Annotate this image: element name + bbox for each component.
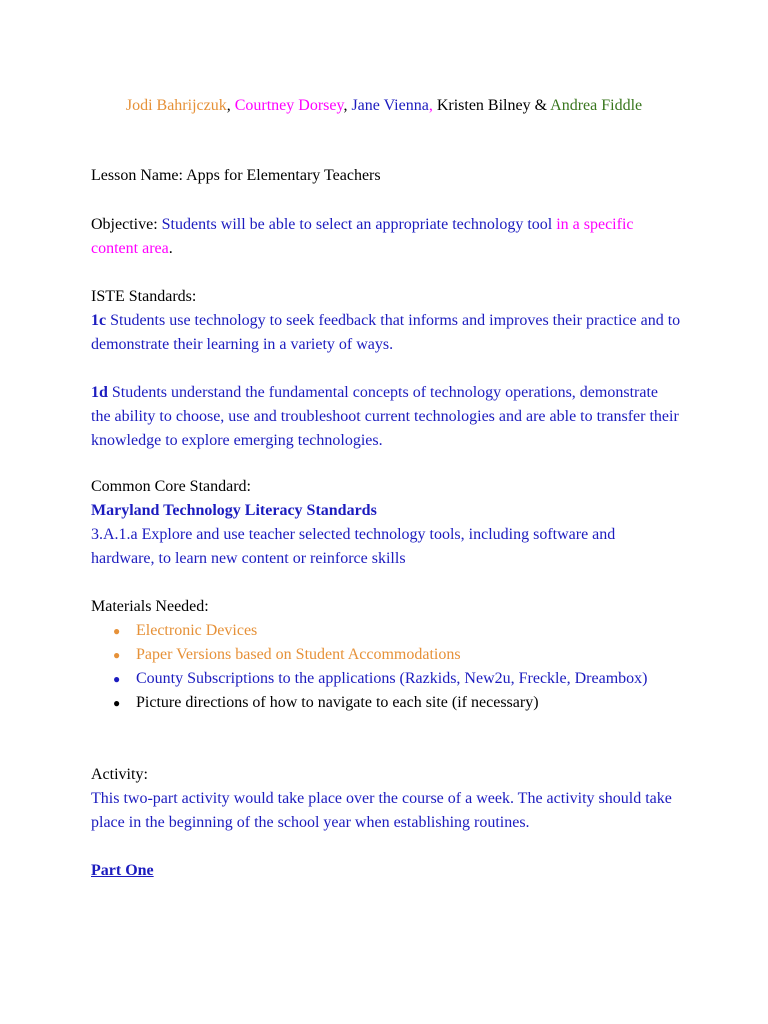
author-courtney: Courtney Dorsey [234,97,344,114]
spacer [91,357,681,381]
iste-standards [91,285,681,453]
bullet-icon: ● [113,672,121,686]
authors-line [120,94,648,118]
list-item-text: Electronic Devices [136,622,258,639]
objective-label: Objective: [91,216,162,233]
lesson-label: Lesson Name: [91,167,187,184]
author-jane: Jane Vienna [351,97,429,114]
objective [91,213,681,261]
objective-end: . [168,240,173,257]
activity-heading: Activity: [91,766,148,783]
lesson-name [91,164,681,188]
author-jodi: Jodi Bahrijczuk [125,97,227,114]
part-one-heading: Part One [91,862,154,879]
activity [91,763,681,883]
bullet-icon: ● [113,648,121,662]
list-item [91,643,681,667]
bullet-icon: ● [113,696,121,710]
objective-text: Students will be able to select an appropriate technology tool [161,216,557,233]
author-andrea: Andrea Fiddle [550,97,643,114]
list-item [91,691,681,715]
materials-needed [91,595,681,715]
iste-heading: ISTE Standards: [91,288,197,305]
author-separator: , [428,97,437,114]
common-core-subheading: Maryland Technology Literacy Standards [91,502,377,519]
common-core-standard [91,475,681,571]
spacer [91,835,681,859]
iste-text-1d: Students understand the fundamental concepts of technology operations, demonstrate the ability to choose, use and troubleshoot current technologies and are able to transfer their knowledge to explore emerging technologies. [91,384,679,449]
iste-code-1c: 1c [91,312,107,329]
iste-code-1d: 1d [91,384,108,401]
author-kristen: Kristen Bilney & [436,97,551,114]
author-separator: , [343,97,352,114]
list-item-text: Paper Versions based on Student Accommodations [136,646,461,663]
iste-text-1c: Students use technology to seek feedback that informs and improves their practice and to demonstrate their learning in a variety of ways. [91,312,681,353]
materials-heading: Materials Needed: [91,598,209,615]
common-core-heading: Common Core Standard: [91,478,251,495]
list-item-text: Picture directions of how to navigate to each site (if necessary) [136,694,539,711]
activity-text: This two-part activity would take place over the course of a week. The activity should take place in the beginning of the school year when establishing routines. [91,790,672,831]
list-item [91,619,681,643]
author-separator: , [226,97,235,114]
list-item [91,667,681,691]
iste-standard-1d [91,381,681,453]
objective-content-area: in a specific content area [91,216,634,257]
common-core-text: 3.A.1.a Explore and use teacher selected technology tools, including software and hardware, to learn new content or reinforce skills [91,526,616,567]
list-item-text: County Subscriptions to the applications (Razkids, New2u, Freckle, Dreambox) [136,670,648,687]
materials-list [91,619,681,715]
iste-standard-1c [91,309,681,357]
lesson-value: Apps for Elementary Teachers [186,167,381,184]
bullet-icon: ● [113,624,121,638]
